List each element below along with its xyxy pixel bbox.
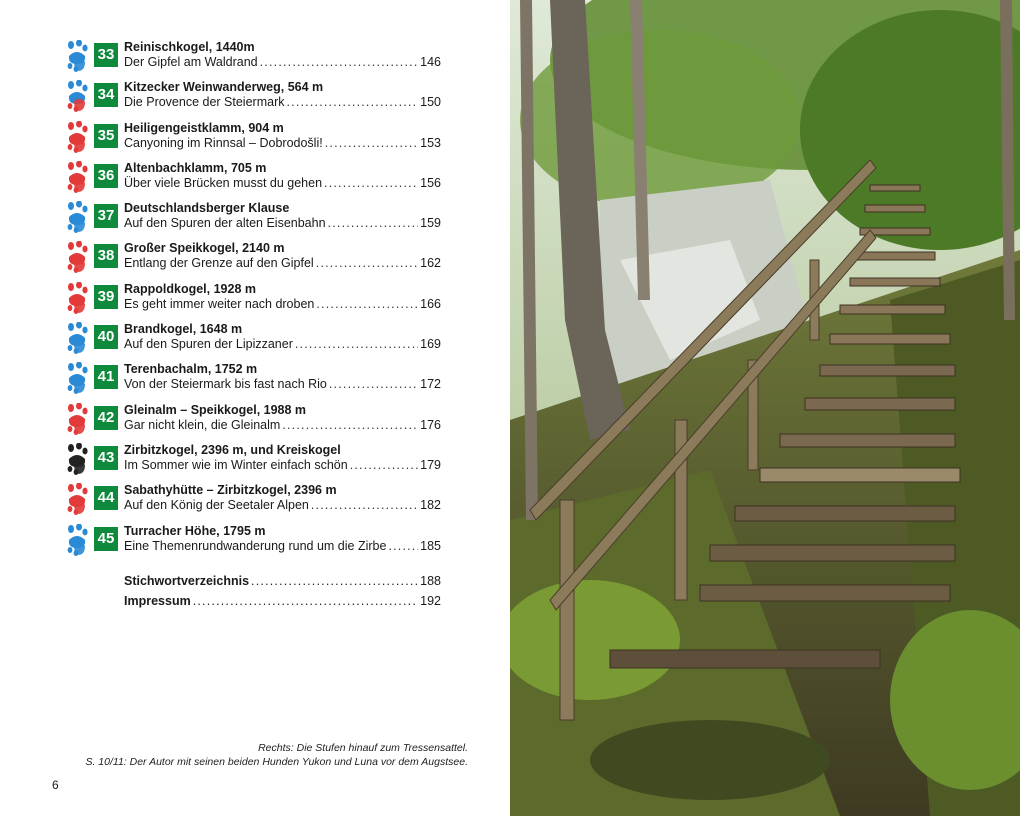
tour-title: Terenbachalm, 1752 m (124, 362, 258, 377)
tour-page-number: 182 (420, 498, 441, 513)
leader-dots (388, 539, 418, 554)
toc-extra-page: 192 (420, 594, 441, 608)
tour-page-number: 146 (420, 55, 441, 69)
toc-extra-imprint[interactable] (124, 594, 441, 609)
tour-subtitle: Von der Steiermark bis fast nach Rio (124, 377, 327, 392)
paw-print-icon (66, 362, 88, 396)
tour-page-number: 159 (420, 216, 441, 231)
paw-print-icon (66, 40, 88, 74)
paw-print-icon (66, 282, 88, 316)
leader-dots (282, 418, 418, 433)
toc-entry[interactable] (66, 322, 446, 362)
paw-print-icon (66, 443, 88, 477)
tour-subtitle-line (124, 136, 441, 151)
leader-dots (260, 55, 419, 70)
tour-title: Altenbachklamm, 705 m (124, 160, 267, 175)
paw-print-icon (66, 524, 88, 558)
page-number: 6 (52, 778, 59, 792)
tour-subtitle: Die Provence der Steiermark (124, 95, 285, 110)
tour-number-badge: 38 (94, 244, 118, 268)
toc-extra-index[interactable] (124, 574, 441, 589)
tour-title: Zirbitzkogel, 2396 m, und Kreiskogel (124, 442, 341, 457)
toc-entry[interactable] (66, 40, 446, 80)
toc-extra-label: Impressum (124, 594, 191, 608)
tour-subtitle-line (124, 539, 441, 554)
toc-entry[interactable] (66, 161, 446, 201)
leader-dots (193, 594, 418, 609)
toc-entry[interactable] (66, 403, 446, 443)
tour-page-number: 166 (420, 296, 441, 311)
toc-entry[interactable] (66, 524, 446, 564)
tour-number-badge: 34 (94, 83, 118, 107)
tour-title: Kitzecker Weinwanderweg, 564 m (124, 80, 324, 95)
tour-page-number: 156 (420, 175, 441, 190)
tour-subtitle-line (124, 377, 441, 392)
tour-subtitle: Auf den Spuren der alten Eisenbahn (124, 216, 326, 231)
tour-subtitle-line (124, 95, 441, 110)
leader-dots (295, 337, 418, 352)
leader-dots (251, 574, 418, 589)
leader-dots (316, 256, 418, 271)
toc-entry[interactable] (66, 483, 446, 523)
tour-number-badge: 42 (94, 406, 118, 430)
toc-extra-label: Stichwortverzeichnis (124, 574, 250, 588)
leader-dots (328, 216, 419, 231)
tour-page-number: 176 (420, 417, 441, 432)
tour-number-badge: 33 (94, 43, 118, 67)
tour-title: Sabathyhütte – Zirbitzkogel, 2396 m (124, 483, 337, 498)
tour-subtitle-line (124, 458, 441, 473)
tour-title: Reinischkogel, 1440m (124, 40, 255, 54)
forest-stairs-photo (510, 0, 1020, 816)
table-of-contents (66, 40, 446, 564)
forest-stairs-illustration (510, 0, 1020, 816)
tour-subtitle-line (124, 216, 441, 231)
tour-number-badge: 43 (94, 446, 118, 470)
paw-print-icon (66, 483, 88, 517)
toc-entry[interactable] (66, 80, 446, 120)
tour-title: Rappoldkogel, 1928 m (124, 281, 256, 296)
toc-entry[interactable] (66, 201, 446, 241)
tour-subtitle: Es geht immer weiter nach droben (124, 296, 315, 311)
toc-extra-page: 188 (420, 574, 441, 588)
leader-dots (316, 297, 418, 312)
tour-subtitle: Eine Themenrundwanderung rund um die Zirbe (124, 538, 387, 553)
tour-title: Gleinalm – Speikkogel, 1988 m (124, 402, 307, 417)
paw-print-icon (66, 403, 88, 437)
tour-title: Brandkogel, 1648 m (124, 322, 243, 337)
paw-print-icon (66, 80, 88, 114)
leader-dots (286, 95, 418, 110)
tour-number-badge: 45 (94, 527, 118, 551)
tour-number-badge: 41 (94, 365, 118, 389)
tour-subtitle: Im Sommer wie im Winter einfach schön (124, 457, 348, 472)
tour-title: Heiligengeistklamm, 904 m (124, 120, 284, 135)
paw-print-icon (66, 201, 88, 235)
tour-page-number: 169 (420, 337, 441, 352)
paw-print-icon (66, 241, 88, 275)
tour-number-badge: 37 (94, 204, 118, 228)
tour-page-number: 172 (420, 377, 441, 392)
leader-dots (324, 176, 418, 191)
photo-caption-1: Rechts: Die Stufen hinauf zum Tressensattel. (258, 742, 468, 754)
toc-entry[interactable] (66, 362, 446, 402)
tour-page-number: 150 (420, 95, 441, 110)
tour-title: Deutschlandsberger Klause (124, 201, 290, 216)
toc-entry[interactable] (66, 121, 446, 161)
tour-subtitle: Canyoning im Rinnsal – Dobrodošli! (124, 135, 323, 150)
toc-entry[interactable] (66, 282, 446, 322)
tour-subtitle: Auf den Spuren der Lipizzaner (124, 337, 293, 352)
tour-page-number: 153 (420, 135, 441, 150)
tour-subtitle: Auf den König der Seetaler Alpen (124, 498, 309, 513)
tour-subtitle-line (124, 256, 441, 271)
leader-dots (311, 498, 418, 513)
tour-number-badge: 39 (94, 285, 118, 309)
leader-dots (329, 377, 418, 392)
tour-number-badge: 35 (94, 124, 118, 148)
tour-page-number: 179 (420, 457, 441, 472)
paw-print-icon (66, 322, 88, 356)
tour-subtitle-line (124, 418, 441, 433)
tour-title: Großer Speikkogel, 2140 m (124, 241, 285, 256)
tour-page-number: 185 (420, 538, 441, 553)
tour-page-number: 162 (420, 256, 441, 271)
paw-print-icon (66, 161, 88, 195)
leader-dots (350, 458, 418, 473)
tour-subtitle-line (124, 297, 441, 312)
tour-subtitle: Entlang der Grenze auf den Gipfel (124, 256, 314, 271)
tour-subtitle-line (124, 337, 441, 352)
tour-number-badge: 40 (94, 325, 118, 349)
tour-number-badge: 44 (94, 486, 118, 510)
tour-title: Turracher Höhe, 1795 m (124, 523, 266, 538)
tour-subtitle-line (124, 176, 441, 191)
paw-print-icon (66, 121, 88, 155)
toc-entry[interactable] (66, 241, 446, 281)
leader-dots (325, 136, 418, 151)
tour-subtitle-line (124, 498, 441, 513)
photo-caption-2: S. 10/11: Der Autor mit seinen beiden Hunden Yukon und Luna vor dem Augstsee. (85, 756, 468, 768)
tour-number-badge: 36 (94, 164, 118, 188)
tour-subtitle: Gar nicht klein, die Gleinalm (124, 417, 281, 432)
tour-subtitle: Der Gipfel am Waldrand (124, 55, 258, 69)
toc-entry[interactable] (66, 443, 446, 483)
tour-subtitle-line (124, 55, 441, 70)
tour-subtitle: Über viele Brücken musst du gehen (124, 175, 323, 190)
